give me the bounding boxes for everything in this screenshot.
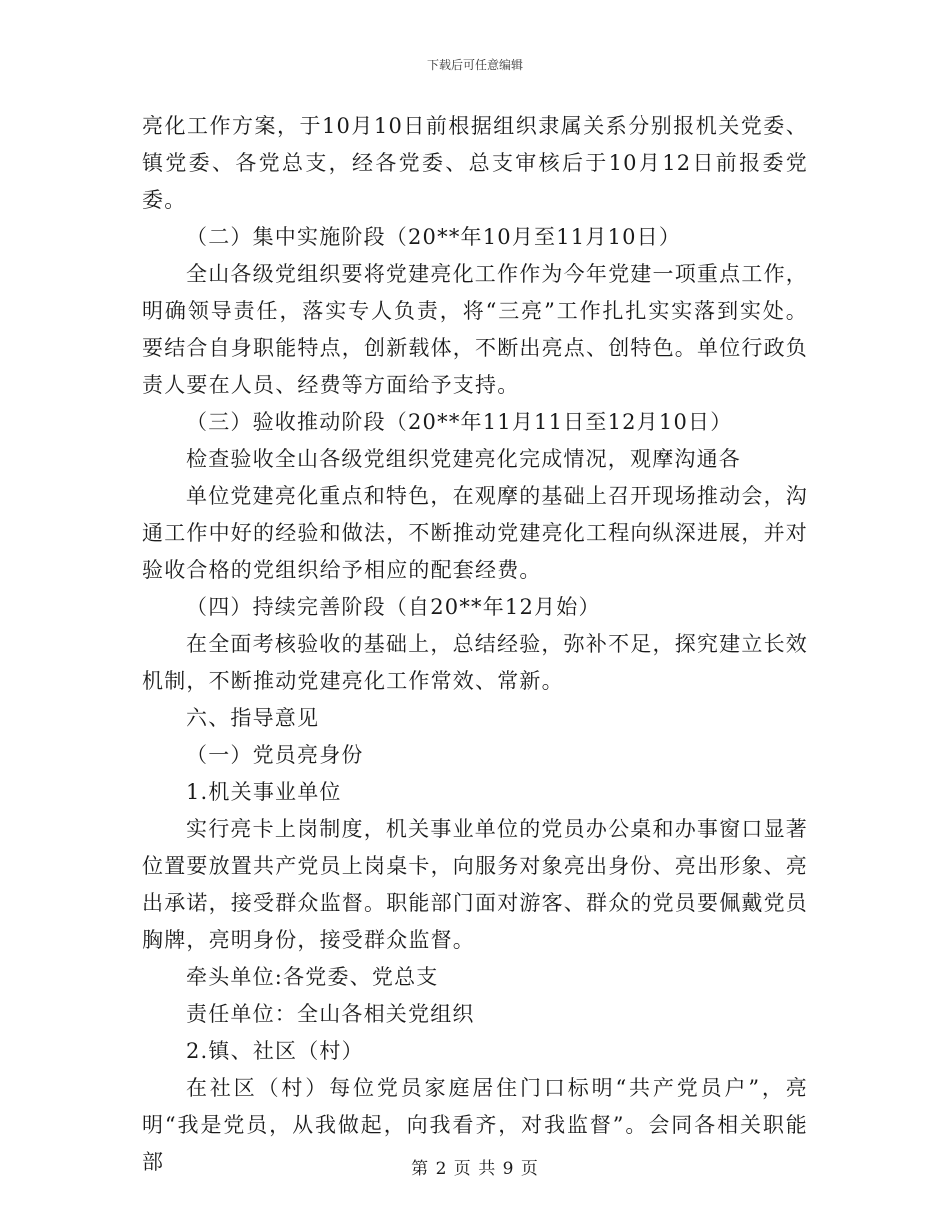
paragraph-4: （三）验收推动阶段（20**年11月11日至12月10日） <box>186 410 733 434</box>
paragraph-2: （二）集中实施阶段（20**年10月至11月10日） <box>186 225 682 249</box>
paragraph-7: （四）持续完善阶段（自20**年12月始） <box>186 595 601 619</box>
page-header: 下载后可任意编辑 <box>426 58 523 72</box>
section-heading: 六、指导意见 <box>186 706 320 730</box>
subsection-heading: （一）党员亮身份 <box>186 743 364 767</box>
paragraph-12: 实行亮卡上岗制度，机关事业单位的党员办公桌和办事窗口显著位置要放置共产党员上岗桌卡，向服务对象亮出身份、亮出形象、亮出承诺，接受群众监督。职能部门面对游客、群众的党员要佩戴党员胸牌，亮明身份，接受群众监督。 <box>142 817 808 952</box>
document-body <box>142 108 808 1181</box>
responsible-unit-line: 责任单位：全山各相关党组织 <box>186 1002 475 1026</box>
page-number-footer: 第 2 页 共 9 页 <box>411 1159 539 1179</box>
paragraph-8: 在全面考核验收的基础上，总结经验，弥补不足，探究建立长效机制，不断推动党建亮化工作常效、常新。 <box>142 632 808 693</box>
paragraph-3: 全山各级党组织要将党建亮化工作作为今年党建一项重点工作，明确领导责任，落实专人负责，将“三亮”工作扎扎实实落到实处。要结合自身职能特点，创新载体，不断出亮点、创特色。单位行政负责人要在人员、经费等方面给予支持。 <box>142 262 808 397</box>
item-heading-1: 1.机关事业单位 <box>186 780 342 804</box>
lead-unit-line: 牵头单位:各党委、党总支 <box>186 965 439 989</box>
item-heading-2: 2.镇、社区（村） <box>186 1039 364 1063</box>
paragraph-5: 检查验收全山各级党组织党建亮化完成情况，观摩沟通各 <box>186 447 741 471</box>
paragraph-1: 亮化工作方案，于10月10日前根据组织隶属关系分别报机关党委、镇党委、各党总支，经各党委、总支审核后于10月12日前报委党委。 <box>142 114 808 212</box>
paragraph-16: 在社区（村）每位党员家庭居住门口标明“共产党员户”，亮明“我是党员，从我做起，向我看齐，对我监督”。会同各相关职能部 <box>142 1076 808 1174</box>
paragraph-6: 单位党建亮化重点和特色，在观摩的基础上召开现场推动会，沟通工作中好的经验和做法，不断推动党建亮化工程向纵深进展，并对验收合格的党组织给予相应的配套经费。 <box>142 484 808 582</box>
